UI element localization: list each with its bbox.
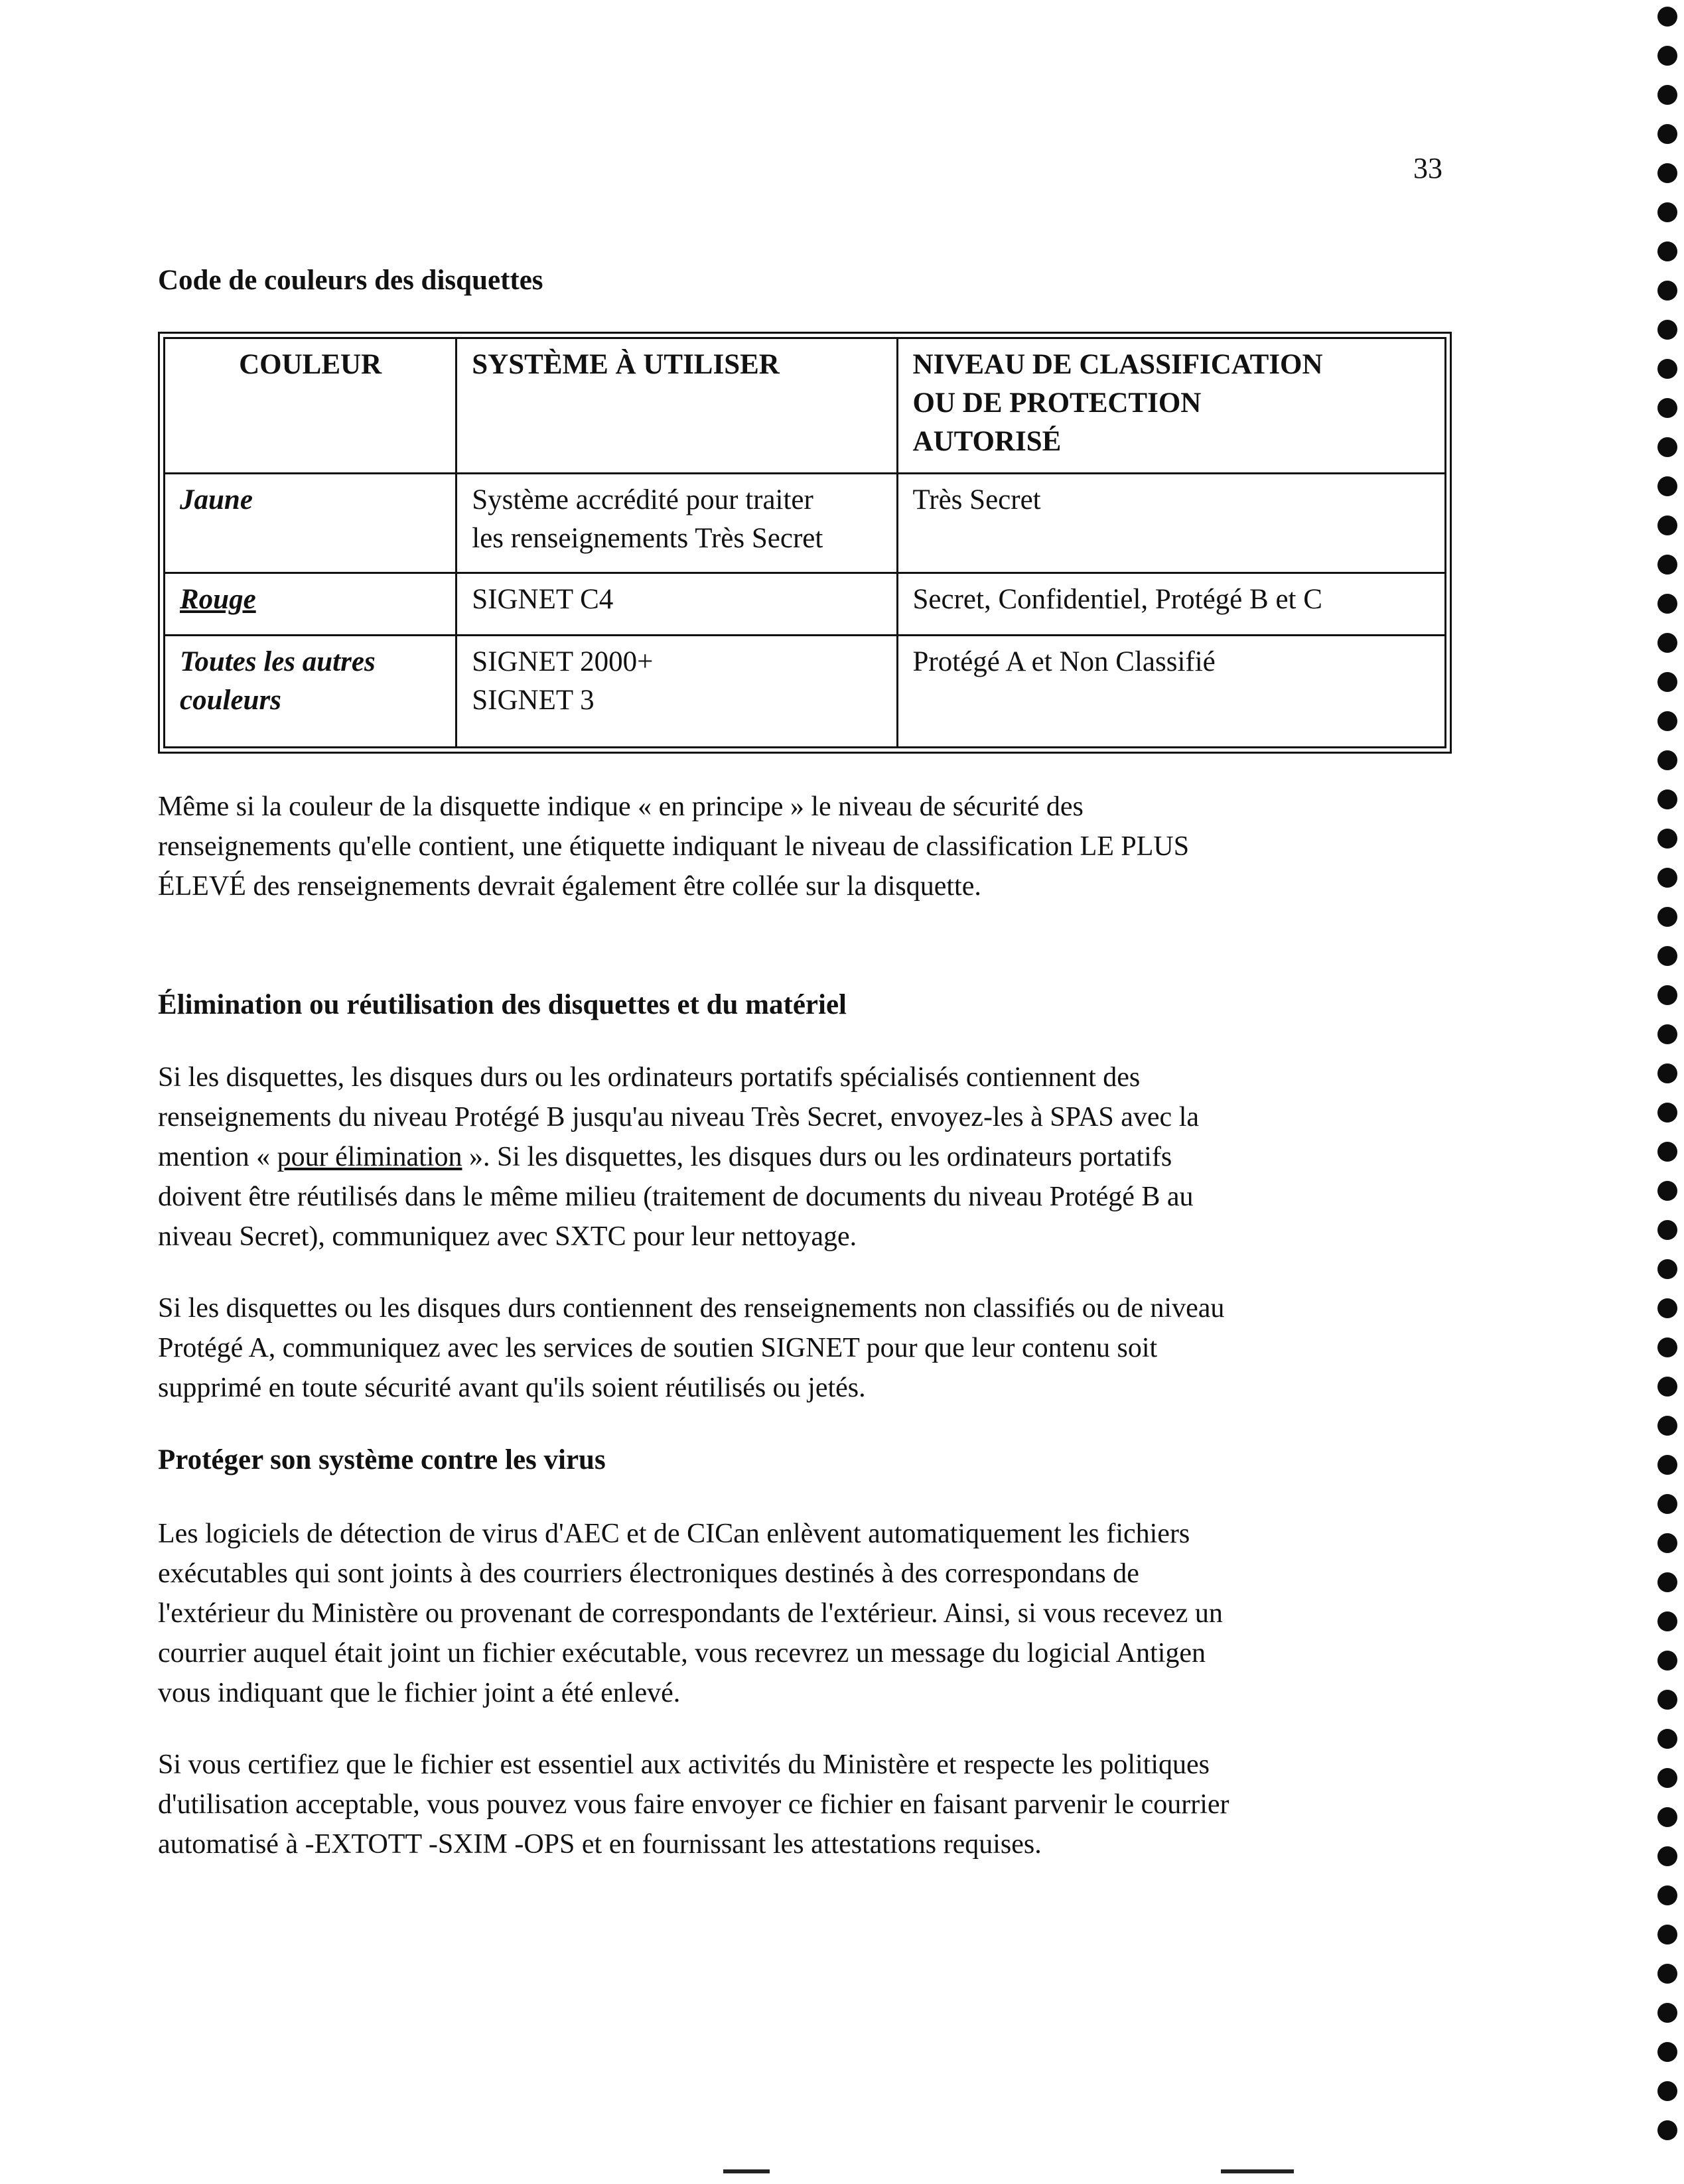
executable-request-paragraph (158, 1745, 1229, 1864)
table-row (165, 474, 1446, 573)
binding-hole (1657, 437, 1677, 457)
binding-hole (1657, 633, 1677, 653)
binding-hole (1657, 1533, 1677, 1553)
system-line: Système accrédité pour traiter (472, 484, 813, 515)
binding-hole (1657, 672, 1677, 692)
color-cell (165, 474, 456, 573)
binding-hole (1657, 1611, 1677, 1631)
binding-hole (1657, 1416, 1677, 1436)
color-cell (165, 573, 456, 636)
binding-hole (1657, 711, 1677, 731)
paragraph-line: vous indiquant que le fichier joint a été enlevé. (158, 1678, 681, 1708)
paragraph-line: automatisé à -EXTOTT -SXIM -OPS et en fournissant les attestations requises. (158, 1829, 1042, 1860)
binding-hole (1657, 1298, 1677, 1318)
spiral-binding-holes (1651, 0, 1677, 2184)
color-code-table (158, 332, 1452, 754)
system-line: SIGNET 2000+ (472, 646, 654, 677)
paragraph-line: Même si la couleur de la disquette indique « en principe » le niveau de sécurité des (158, 791, 1084, 822)
text-span: mention « (158, 1142, 277, 1172)
table-row (165, 636, 1446, 748)
binding-hole (1657, 946, 1677, 966)
section-title-elimination: Élimination ou réutilisation des disquettes et du matériel (158, 989, 847, 1020)
table-header-row (165, 338, 1446, 474)
paragraph-line: supprimé en toute sécurité avant qu'ils soient réutilisés ou jetés. (158, 1373, 866, 1403)
classification-note (158, 787, 1189, 906)
level-line: Protégé A et Non Classifié (912, 646, 1216, 677)
binding-hole (1657, 1220, 1677, 1240)
paragraph-line: doivent être réutilisés dans le même milieu (traitement de documents du niveau Protégé B au (158, 1182, 1194, 1212)
scan-mark (1221, 2169, 1294, 2173)
binding-hole (1657, 1377, 1677, 1397)
paragraph-line: d'utilisation acceptable, vous pouvez vous faire envoyer ce fichier en faisant parvenir le courrier (158, 1789, 1229, 1820)
binding-hole (1657, 124, 1677, 144)
text-span: ». Si les disquettes, les disques durs ou les ordinateurs portatifs (462, 1142, 1172, 1172)
header-level (897, 338, 1445, 474)
section-title-virus: Protéger son système contre les virus (158, 1444, 606, 1475)
header-level-line: AUTORISÉ (912, 426, 1062, 457)
binding-hole (1657, 241, 1677, 261)
system-cell (456, 636, 897, 748)
system-line: SIGNET C4 (472, 584, 614, 615)
paragraph-line: Protégé A, communiquez avec les services de soutien SIGNET pour que leur contenu soit (158, 1333, 1158, 1363)
binding-hole (1657, 515, 1677, 535)
binding-hole (1657, 789, 1677, 809)
binding-hole (1657, 1181, 1677, 1201)
binding-hole (1657, 2003, 1677, 2023)
binding-hole (1657, 750, 1677, 770)
binding-hole (1657, 1925, 1677, 1945)
binding-hole (1657, 1807, 1677, 1827)
level-cell (897, 636, 1445, 748)
binding-hole (1657, 829, 1677, 849)
binding-hole (1657, 1651, 1677, 1671)
system-cell (456, 573, 897, 636)
elimination-paragraph (158, 1058, 1199, 1257)
binding-hole (1657, 1690, 1677, 1710)
color-name: Toutes les autres (180, 646, 376, 677)
paragraph-line: renseignements qu'elle contient, une étiquette indiquant le niveau de classification LE PLUS (158, 831, 1190, 862)
binding-hole (1657, 163, 1677, 183)
binding-hole (1657, 320, 1677, 340)
binding-hole (1657, 398, 1677, 418)
header-level-line: NIVEAU DE CLASSIFICATION (912, 349, 1323, 380)
paragraph-line: Si vous certifiez que le fichier est essentiel aux activités du Ministère et respecte les politiques (158, 1749, 1210, 1780)
binding-hole (1657, 1768, 1677, 1788)
binding-hole (1657, 85, 1677, 105)
header-color: COULEUR (165, 338, 456, 474)
binding-hole (1657, 1964, 1677, 1984)
color-name: couleurs (180, 685, 281, 716)
section-title-color-code: Code de couleurs des disquettes (158, 265, 543, 296)
table-row (165, 573, 1446, 636)
binding-hole (1657, 281, 1677, 301)
binding-hole (1657, 1103, 1677, 1123)
paragraph-line: exécutables qui sont joints à des courriers électroniques destinés à des correspondans de (158, 1558, 1139, 1589)
binding-hole (1657, 1729, 1677, 1749)
system-line: les renseignements Très Secret (472, 523, 823, 554)
binding-hole (1657, 985, 1677, 1005)
binding-hole (1657, 1337, 1677, 1357)
binding-hole (1657, 2120, 1677, 2140)
header-level-line: OU DE PROTECTION (912, 387, 1202, 419)
paragraph-line: Les logiciels de détection de virus d'AEC et de CICan enlèvent automatiquement les fichiers (158, 1519, 1190, 1549)
binding-hole (1657, 1572, 1677, 1592)
level-line: Secret, Confidentiel, Protégé B et C (912, 584, 1322, 615)
paragraph-line: Si les disquettes, les disques durs ou les ordinateurs portatifs spécialisés contiennent des (158, 1062, 1141, 1093)
binding-hole (1657, 1142, 1677, 1162)
reuse-paragraph (158, 1288, 1224, 1408)
page-number: 33 (1413, 152, 1442, 184)
paragraph-line: renseignements du niveau Protégé B jusqu'au niveau Très Secret, envoyez-les à SPAS avec la (158, 1102, 1200, 1132)
binding-hole (1657, 1846, 1677, 1866)
binding-hole (1657, 1885, 1677, 1905)
paragraph-line (158, 1137, 1199, 1177)
binding-hole (1657, 555, 1677, 575)
binding-hole (1657, 7, 1677, 27)
binding-hole (1657, 1024, 1677, 1044)
paragraph-line: courrier auquel était joint un fichier exécutable, vous recevrez un message du logicial Antigen (158, 1638, 1206, 1669)
system-line: SIGNET 3 (472, 685, 595, 716)
binding-hole (1657, 359, 1677, 379)
binding-hole (1657, 46, 1677, 66)
color-cell (165, 636, 456, 748)
paragraph-line: Si les disquettes ou les disques durs contiennent des renseignements non classifiés ou de niveau (158, 1293, 1225, 1324)
color-name: Rouge (180, 584, 256, 615)
binding-hole (1657, 594, 1677, 614)
paragraph-line: ÉLEVÉ des renseignements devrait également être collée sur la disquette. (158, 871, 981, 902)
binding-hole (1657, 868, 1677, 888)
binding-hole (1657, 1259, 1677, 1279)
binding-hole (1657, 2081, 1677, 2101)
level-cell (897, 573, 1445, 636)
header-system: SYSTÈME À UTILISER (456, 338, 897, 474)
binding-hole (1657, 2042, 1677, 2062)
virus-detection-paragraph (158, 1514, 1223, 1713)
level-cell (897, 474, 1445, 573)
binding-hole (1657, 1063, 1677, 1083)
underlined-phrase: pour élimination (277, 1142, 462, 1172)
binding-hole (1657, 907, 1677, 927)
binding-hole (1657, 476, 1677, 496)
binding-hole (1657, 1494, 1677, 1514)
binding-hole (1657, 1455, 1677, 1475)
color-name: Jaune (180, 484, 253, 515)
level-line: Très Secret (912, 484, 1041, 515)
paragraph-line: niveau Secret), communiquez avec SXTC pour leur nettoyage. (158, 1221, 857, 1252)
system-cell (456, 474, 897, 573)
binding-hole (1657, 202, 1677, 222)
scan-mark (723, 2169, 770, 2173)
paragraph-line: l'extérieur du Ministère ou provenant de correspondants de l'extérieur. Ainsi, si vous recevez un (158, 1598, 1223, 1629)
